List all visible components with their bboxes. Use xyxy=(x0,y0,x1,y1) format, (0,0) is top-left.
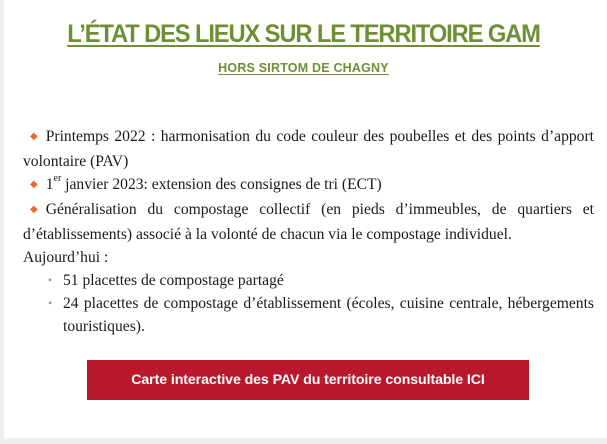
today-list-item xyxy=(48,269,594,292)
interactive-map-button[interactable]: Carte interactive des PAV du territoire consultable ICI xyxy=(87,360,529,400)
list-item xyxy=(23,198,594,246)
list-item-text: janvier 2023: extension des consignes de tri (ECT) xyxy=(61,176,382,193)
diamond-bullet-icon: ◆ xyxy=(30,204,38,215)
list-item xyxy=(23,125,594,173)
diamond-bullet-icon: ◆ xyxy=(30,131,38,142)
today-list-item xyxy=(48,292,594,338)
today-label: Aujourd’hui : xyxy=(23,249,109,266)
bottom-edge-shade xyxy=(0,438,607,444)
today-list xyxy=(23,269,594,338)
list-item-text: Généralisation du compostage collectif (en pieds d’immeubles, de quartiers et d’établissements) associé à la volonté de chacun via le compostage individuel. xyxy=(23,201,594,243)
today-list-item-text: 24 placettes de compostage d’établissement (écoles, cuisine centrale, hébergements touristiques). xyxy=(63,295,594,335)
dot-bullet-icon: • xyxy=(48,296,53,310)
list-item-text: Printemps 2022 : harmonisation du code couleur des poubelles et des points d’apport volontaire (PAV) xyxy=(23,128,594,170)
diamond-bullet-icon: ◆ xyxy=(30,179,38,190)
dot-bullet-icon: • xyxy=(48,273,53,287)
list-item-superscript: er xyxy=(53,172,62,184)
list-item xyxy=(23,173,594,198)
content-body xyxy=(23,125,594,338)
page-title: L’ÉTAT DES LIEUX SUR LE TERRITOIRE GAM xyxy=(67,20,540,48)
today-list-item-text: 51 placettes de compostage partagé xyxy=(63,272,284,289)
list-item-prefix: 1 xyxy=(45,176,54,193)
page-subtitle: HORS SIRTOM DE CHAGNY xyxy=(218,61,389,75)
